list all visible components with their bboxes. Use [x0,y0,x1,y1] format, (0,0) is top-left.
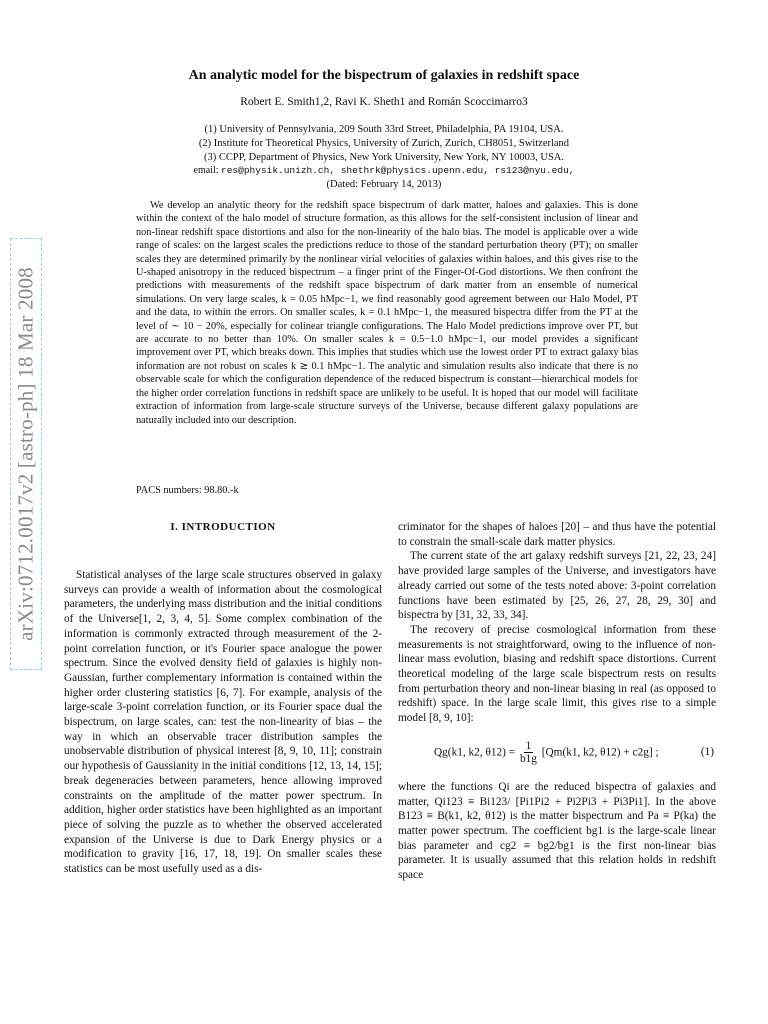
arxiv-id[interactable]: arXiv:0712.0017v2 [astro-ph] 18 Mar 2008 [13,267,38,641]
section-heading-introduction: I. INTRODUCTION [170,521,276,533]
email-label: email: [193,165,219,176]
equation-body [434,740,659,766]
intro-paragraph-1: Statistical analyses of the large scale structures observed in galaxy surveys can provide a wealth of information about the cosmological parameters, the underlying mass distribution and the initial conditions of the Universe[1, 2, 3, 4, 5]. Some complex combination of the information is commonly extracted through measurement of the 2-point correlation function, or it's Fourier space analogue the power spectrum. Since the evolved density field of galaxies is highly non-Gaussian, further complementary information is contained within the higher order clustering statistics [6, 7]. For example, analysis of the large-scale 3-point correlation function, or its Fourier space dual the bispectrum, on large scales, can: test the non-linearity of bias – the way in which an observable tracer distribution samples the unobservable distribution of physical interest [8, 9, 10, 11]; constrain our hypothesis of Gaussianity in the initial conditions [12, 13, 14, 15]; break degeneracies between parameters, hence allowing improved constraints on the amplitude of the matter power spectrum. In addition, higher order statistics have been highlighted as an important piece of solving the puzzle as to whether the observed accelerated expansion of the Universe is due to Dark Energy physics or a modification to gravity [16, 17, 18, 19]. On smaller scales these statistics can be most usefully used as a dis- [64,569,382,876]
equation-lhs: Qg(k1, k2, θ12) = [434,746,516,759]
left-column [64,568,382,877]
email-addresses[interactable]: res@physik.unizh.ch, shethrk@physics.upenn.edu, rs123@nyu.edu, [221,165,575,176]
intro-paragraph-3: The current state of the art galaxy redshift surveys [21, 22, 23, 24] have provided large samples of the Universe, and investigators have already carried out some of the tests noted above: 3-point correlation functions have been estimated by [25, 26, 27, 28, 29, 30] and bispectra by [31, 32, 33, 34]. [398,550,716,622]
email-line [100,165,668,176]
equation-number: (1) [700,746,714,759]
arxiv-sidebar-stamp[interactable] [10,238,42,670]
date-line: (Dated: February 14, 2013) [326,179,442,190]
fraction-numerator: 1 [525,739,532,752]
equation-fraction [520,740,537,766]
fraction-denominator: b1g [519,752,537,765]
intro-paragraph-2: criminator for the shapes of haloes [20] – and thus have the potential to constrain the small-scale dark matter physics. [398,521,716,548]
equation-rhs: [Qm(k1, k2, θ12) + c2g] ; [541,746,659,759]
equation-1 [398,740,716,766]
intro-paragraph-5: where the functions Qi are the reduced bispectra of galaxies and matter, Qi123 ≡ Bi123/ [Pi1Pi2 + Pi2Pi3 + Pi3Pi1]. In the above B123 ≡ B(k1, k2, θ12) is the matter bispectrum and Pa ≡ P(ka) the matter power spectrum. The coefficient bg1 is the large-scale linear bias parameter and cg2 ≡ bg2/bg1 is the first non-linear bias parameter. It is usually assumed that this relation holds in redshift space [398,780,716,882]
right-column [398,520,716,883]
paper-title: An analytic model for the bispectrum of galaxies in redshift space [188,68,580,83]
intro-paragraph-4: The recovery of precise cosmological information from these measurements is not straightforward, owing to the influence of non-linear mass evolution, biasing and redshift space distortions. Current theoretical modeling of the large scale bispectrum rests on results from perturbation theory and non-linear biasing in real (as opposed to redshift) space. In the large scale limit, this gives rise to a simple model [8, 9, 10]: [398,623,716,725]
affiliations [100,123,668,165]
author-list: Robert E. Smith1,2, Ravi K. Sheth1 and Román Scoccimarro3 [240,96,528,108]
affiliation-2: (2) Institute for Theoretical Physics, University of Zurich, Zurich, CH8051, Switzerland [198,138,570,149]
affiliation-1: (1) University of Pennsylvania, 209 South 33rd Street, Philadelphia, PA 19104, USA. [204,124,564,135]
abstract: We develop an analytic theory for the redshift space bispectrum of dark matter, haloes and galaxies. This is done within the context of the halo model of structure formation, as this allows for the self-consistent inclusion of linear and non-linear redshift space distortions and also for the non-linearity of the halo bias. The model is applicable over a wide range of scales: on the largest scales the predictions reduce to those of the standard perturbation theory (PT); on smaller scales they are determined primarily by the nonlinear virial velocities of galaxies within haloes, and this gives rise to the U-shaped anisotropy in the reduced bispectrum – a finger print of the Finger-Of-God distortions. We then confront the predictions with measurements of the redshift space bispectrum of dark matter from an ensemble of numerical simulations. On very large scales, k = 0.05 hMpc−1, we find reasonably good agreement between our Halo Model, PT and the data, to within the errors. On smaller scales, k = 0.1 hMpc−1, the measured bispectra differ from the PT at the level of ∼ 10 − 20%, especially for colinear triangle configurations. The Halo Model predictions improve over PT, but are accurate to no better than 10%. On smaller scales k = 0.5−1.0 hMpc−1, our model provides a significant improvement over PT, which breaks down. This implies that studies which use the lowest order PT to extract galaxy bias information are not robust on scales k ≳ 0.1 hMpc−1. The analytic and simulation results also indicate that there is no observable scale for which the configuration dependence of the reduced bispectrum is constant—hierarchical models for the higher order correlation functions in redshift space are unlikely to be useful. It is hoped that our model will facilitate extraction of information from large-scale structure surveys of the Universe, because different galaxy populations are naturally included into our description. [136,200,638,426]
affiliation-3: (3) CCPP, Department of Physics, New York University, New York, NY 10003, USA. [203,152,565,163]
pacs-numbers: PACS numbers: 98.80.-k [136,485,239,496]
